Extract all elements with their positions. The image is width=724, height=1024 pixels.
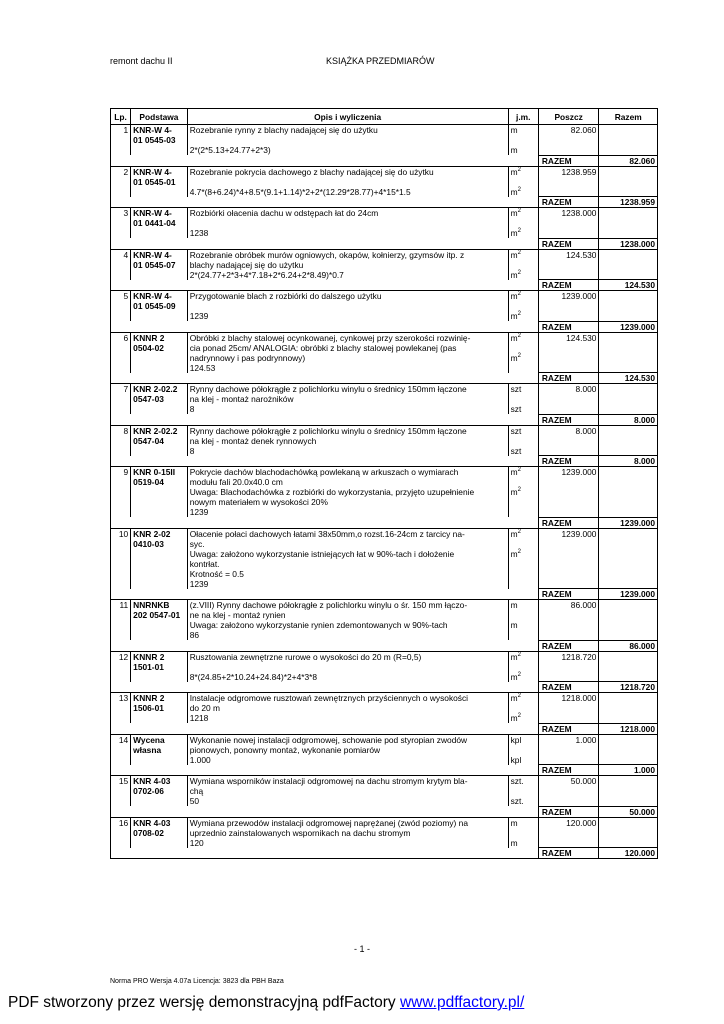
total-row bbox=[111, 238, 658, 249]
item-number: 9 bbox=[111, 467, 131, 518]
item-partial-value: 1239.000 bbox=[538, 291, 599, 322]
item-total-blank bbox=[599, 600, 658, 641]
item-description-text: Ołacenie połaci dachowych łatami 38x50mm,o rozst.16-24cm z tarcicy na- syc. Uwaga: założono wykorzystanie istniejących łat w 90%-tach i dołożenie kontrłat. Krotność = 0.5 bbox=[189, 528, 465, 579]
item-description-text: Rynny dachowe półokrągłe z polichlorku winylu o średnicy 150mm łączone na klej - montaż narożników bbox=[189, 384, 467, 404]
total-row-spacer bbox=[111, 723, 539, 734]
item-basis-code: KNR 0-15II 0519-04 bbox=[133, 467, 176, 487]
item-calculation: 1218 bbox=[189, 713, 209, 723]
item-description bbox=[187, 600, 508, 641]
item-basis-code: KNR 2-02 0410-03 bbox=[133, 528, 171, 549]
item-unit-bottom: szt bbox=[510, 404, 522, 414]
total-row-spacer bbox=[111, 280, 539, 291]
item-unit-bottom: $m^2$ bbox=[510, 671, 521, 682]
item-number: 13 bbox=[111, 693, 131, 724]
item-description-text: Instalacje odgromowe rusztowań zewnętrznych przyściennych o wysokości do 20 m bbox=[189, 693, 469, 713]
item-basis-code: KNNR 2 1506-01 bbox=[133, 693, 165, 713]
item-total-blank bbox=[599, 817, 658, 848]
item-basis-code: KNR-W 4- 01 0545-09 bbox=[133, 291, 176, 311]
item-calculation: 8 bbox=[189, 445, 195, 456]
item-unit-bottom: $m^2$ bbox=[510, 352, 521, 363]
total-row-spacer bbox=[111, 848, 539, 859]
total-label: RAZEM bbox=[538, 155, 599, 166]
item-unit bbox=[508, 332, 538, 373]
total-row-spacer bbox=[111, 682, 539, 693]
item-basis bbox=[131, 693, 188, 724]
item-description bbox=[187, 332, 508, 373]
item-partial-value: 1238.000 bbox=[538, 208, 599, 239]
item-basis bbox=[131, 332, 188, 373]
item-calculation: 8*(24.85+2*10.24+24.84)*2+4*3*8 bbox=[189, 671, 318, 682]
total-row-spacer bbox=[111, 321, 539, 332]
item-unit bbox=[508, 693, 538, 724]
item-calculation: 1.000 bbox=[189, 754, 211, 765]
item-basis-code: KNR 4-03 0708-02 bbox=[133, 817, 171, 838]
item-basis-code: NNRNKB 202 0547-01 bbox=[133, 600, 181, 620]
item-unit-top: $m^2$ bbox=[510, 651, 521, 662]
table-row bbox=[111, 208, 658, 239]
item-description-text: Wymiana wsporników instalacji odgromowej na dachu stromym krytym bla- chą bbox=[189, 776, 468, 796]
item-unit bbox=[508, 817, 538, 848]
item-description bbox=[187, 425, 508, 456]
item-description-text: Wymiana przewodów instalacji odgromowej naprężanej (zwód poziomy) na uprzednio zainstalowanych wspornikach na dachu stromym bbox=[189, 817, 468, 838]
item-description-text: Rozebranie rynny z blachy nadającej się do użytku bbox=[189, 125, 378, 135]
item-unit-bottom: m bbox=[510, 145, 518, 155]
total-row-spacer bbox=[111, 155, 539, 166]
item-basis-code: KNR-W 4- 01 0545-07 bbox=[133, 249, 176, 270]
item-unit-bottom: $m^2$ bbox=[510, 186, 521, 197]
license-note: Norma PRO Wersja 4.07a Licencja: 3823 dla PBH Baza bbox=[110, 978, 284, 985]
item-description bbox=[187, 166, 508, 197]
item-partial-value: 1218.000 bbox=[538, 693, 599, 724]
total-label: RAZEM bbox=[538, 589, 599, 600]
item-unit bbox=[508, 384, 538, 415]
table-row bbox=[111, 600, 658, 641]
item-basis-code: KNR-W 4- 01 0545-01 bbox=[133, 166, 176, 187]
item-partial-value: 1239.000 bbox=[538, 528, 599, 589]
item-total-blank bbox=[599, 384, 658, 415]
item-number: 11 bbox=[111, 600, 131, 641]
item-partial-value: 86.000 bbox=[538, 600, 599, 641]
item-description-text: (z.VIII) Rynny dachowe półokrągłe z polichlorku winylu o śr. 150 mm łączo- ne na klej - montaż rynien Uwaga: założono wykorzystanie rynien zdemontowanych w 90%-tach bbox=[189, 600, 468, 630]
total-label: RAZEM bbox=[538, 517, 599, 528]
column-header-opis: Opis i wyliczenia bbox=[187, 109, 508, 125]
item-unit-top: $m^2$ bbox=[510, 332, 521, 343]
total-value: 1218.720 bbox=[599, 682, 658, 693]
total-row-spacer bbox=[111, 640, 539, 651]
item-basis bbox=[131, 166, 188, 197]
item-calculation: 4.7*(8+6.24)*4+8.5*(9.1+1.14)*2+2*(12.29*28.77)+4*15*1.5 bbox=[189, 186, 411, 197]
item-calculation: 50 bbox=[189, 796, 200, 806]
total-value: 1.000 bbox=[599, 765, 658, 776]
item-unit-bottom: m bbox=[510, 837, 518, 848]
przedmiar-table bbox=[110, 108, 658, 859]
item-description-text: Rozebranie obróbek murów ogniowych, okapów, kołnierzy, gzymsów itp. z blachy nadającej się do użytku bbox=[189, 249, 465, 270]
item-basis bbox=[131, 249, 188, 280]
document-project-name: remont dachu II bbox=[110, 56, 173, 66]
item-total-blank bbox=[599, 291, 658, 322]
item-basis-code: KNNR 2 1501-01 bbox=[133, 651, 165, 672]
item-basis-code: KNR 2-02.2 0547-03 bbox=[133, 384, 178, 404]
item-unit-bottom: szt. bbox=[510, 796, 524, 806]
table-row bbox=[111, 693, 658, 724]
table-row bbox=[111, 384, 658, 415]
item-unit bbox=[508, 776, 538, 807]
total-row-spacer bbox=[111, 238, 539, 249]
item-unit-bottom: $m^2$ bbox=[510, 228, 521, 238]
item-number: 2 bbox=[111, 166, 131, 197]
item-unit bbox=[508, 528, 538, 589]
total-value: 1239.000 bbox=[599, 589, 658, 600]
total-row bbox=[111, 414, 658, 425]
item-unit-bottom: $m^2$ bbox=[510, 269, 521, 280]
item-unit bbox=[508, 600, 538, 641]
item-total-blank bbox=[599, 166, 658, 197]
item-description bbox=[187, 125, 508, 156]
item-unit-bottom: $m^2$ bbox=[510, 548, 521, 559]
total-row-spacer bbox=[111, 197, 539, 208]
item-description-text: Rynny dachowe półokrągłe z polichlorku winylu o średnicy 150mm łączone na klej - montaż denek rynnowych bbox=[189, 425, 467, 446]
item-calculation: 2*(2*5.13+24.77+2*3) bbox=[189, 145, 271, 155]
total-row bbox=[111, 373, 658, 384]
item-partial-value: 1239.000 bbox=[538, 467, 599, 518]
item-basis-code: Wycena własna bbox=[133, 734, 165, 755]
item-unit bbox=[508, 425, 538, 456]
table-header-row bbox=[111, 109, 658, 125]
item-number: 10 bbox=[111, 528, 131, 589]
item-description bbox=[187, 528, 508, 589]
total-row bbox=[111, 640, 658, 651]
total-value: 1238.959 bbox=[599, 197, 658, 208]
item-basis bbox=[131, 125, 188, 156]
total-row-spacer bbox=[111, 456, 539, 467]
item-unit-top: $m^2$ bbox=[510, 166, 521, 177]
item-number: 4 bbox=[111, 249, 131, 280]
item-calculation: 1238 bbox=[189, 228, 209, 238]
item-partial-value: 8.000 bbox=[538, 425, 599, 456]
total-label: RAZEM bbox=[538, 848, 599, 859]
item-unit-top: $m^2$ bbox=[510, 208, 521, 218]
item-unit-bottom: $m^2$ bbox=[510, 487, 521, 497]
item-basis bbox=[131, 600, 188, 641]
item-unit-top: $m^2$ bbox=[510, 528, 521, 539]
total-row-spacer bbox=[111, 414, 539, 425]
item-description-text: Wykonanie nowej instalacji odgromowej, schowanie pod styropian zwodów pionowych, ponowny montaż, wykonanie pomiarów bbox=[189, 734, 468, 755]
document-title: KSIĄŻKA PRZEDMIARÓW bbox=[326, 56, 435, 66]
item-description bbox=[187, 208, 508, 239]
item-basis bbox=[131, 651, 188, 682]
item-calculation: 1239 bbox=[189, 578, 209, 589]
item-description bbox=[187, 651, 508, 682]
total-row bbox=[111, 589, 658, 600]
column-header-jm: j.m. bbox=[508, 109, 538, 125]
item-unit-top: $m^2$ bbox=[510, 467, 521, 477]
total-value: 1239.000 bbox=[599, 321, 658, 332]
total-row bbox=[111, 517, 658, 528]
item-calculation: 124.53 bbox=[189, 362, 216, 373]
item-partial-value: 8.000 bbox=[538, 384, 599, 415]
item-unit bbox=[508, 208, 538, 239]
item-unit-bottom: szt bbox=[510, 445, 522, 456]
item-basis bbox=[131, 425, 188, 456]
total-label: RAZEM bbox=[538, 682, 599, 693]
item-description-text: Rusztowania zewnętrzne rurowe o wysokości do 20 m (R=0,5) bbox=[189, 651, 422, 662]
column-header-poszcz: Poszcz bbox=[538, 109, 599, 125]
item-basis-code: KNR 2-02.2 0547-04 bbox=[133, 425, 178, 446]
total-row bbox=[111, 723, 658, 734]
total-row bbox=[111, 456, 658, 467]
item-unit-top: kpl bbox=[510, 734, 522, 745]
item-number: 6 bbox=[111, 332, 131, 373]
table-row bbox=[111, 166, 658, 197]
total-value: 1239.000 bbox=[599, 517, 658, 528]
item-basis bbox=[131, 528, 188, 589]
total-label: RAZEM bbox=[538, 765, 599, 776]
pdffactory-link[interactable]: www.pdffactory.pl/ bbox=[399, 994, 525, 1011]
item-total-blank bbox=[599, 467, 658, 518]
item-partial-value: 124.530 bbox=[538, 332, 599, 373]
total-label: RAZEM bbox=[538, 456, 599, 467]
item-description-text: Obróbki z blachy stalowej ocynkowanej, cynkowej przy szerokości rozwinię- cia ponad 25cm/ ANALOGIA: obróbki z blachy stalowej powlekanej (pas nadrynnowy i pas podrynnowy) bbox=[189, 332, 471, 363]
item-number: 12 bbox=[111, 651, 131, 682]
item-unit bbox=[508, 125, 538, 156]
item-unit-top: $m^2$ bbox=[510, 249, 521, 260]
item-unit-bottom: $m^2$ bbox=[510, 713, 521, 723]
item-calculation: 1239 bbox=[189, 311, 209, 321]
item-unit-top: m bbox=[510, 125, 518, 135]
item-basis bbox=[131, 467, 188, 518]
item-unit-top: m bbox=[510, 817, 518, 828]
item-unit bbox=[508, 249, 538, 280]
total-row bbox=[111, 155, 658, 166]
total-label: RAZEM bbox=[538, 280, 599, 291]
total-value: 8.000 bbox=[599, 414, 658, 425]
item-basis bbox=[131, 384, 188, 415]
item-partial-value: 1218.720 bbox=[538, 651, 599, 682]
item-unit-bottom: $m^2$ bbox=[510, 311, 521, 321]
item-description bbox=[187, 693, 508, 724]
item-total-blank bbox=[599, 249, 658, 280]
table-row bbox=[111, 249, 658, 280]
item-total-blank bbox=[599, 208, 658, 239]
item-description bbox=[187, 817, 508, 848]
item-number: 5 bbox=[111, 291, 131, 322]
total-row bbox=[111, 197, 658, 208]
total-row-spacer bbox=[111, 589, 539, 600]
item-basis bbox=[131, 208, 188, 239]
item-description-text: Rozebranie pokrycia dachowego z blachy nadającej się do użytku bbox=[189, 166, 434, 177]
item-calculation: 1239 bbox=[189, 507, 209, 517]
item-unit-top: szt bbox=[510, 384, 522, 394]
item-total-blank bbox=[599, 693, 658, 724]
item-total-blank bbox=[599, 776, 658, 807]
item-unit bbox=[508, 734, 538, 765]
item-number: 1 bbox=[111, 125, 131, 156]
item-description-text: Rozbiórki ołacenia dachu w odstępach łat do 24cm bbox=[189, 208, 379, 218]
item-number: 16 bbox=[111, 817, 131, 848]
total-label: RAZEM bbox=[538, 640, 599, 651]
item-description-text: Pokrycie dachów blachodachówką powlekaną w arkuszach o wymiarach modułu fali 20.0x40.0 cm Uwaga: Blachodachówka z rozbiórki do wykorzystania, przyjęto uzupełnienie nowym materiałem w wysokości 20% bbox=[189, 467, 475, 507]
item-calculation: 86 bbox=[189, 630, 200, 640]
total-label: RAZEM bbox=[538, 414, 599, 425]
item-partial-value: 1.000 bbox=[538, 734, 599, 765]
item-basis-code: KNR 4-03 0702-06 bbox=[133, 776, 171, 796]
item-unit-bottom: kpl bbox=[510, 754, 522, 765]
total-row-spacer bbox=[111, 806, 539, 817]
item-number: 7 bbox=[111, 384, 131, 415]
table-row bbox=[111, 467, 658, 518]
total-row bbox=[111, 806, 658, 817]
total-label: RAZEM bbox=[538, 373, 599, 384]
item-unit-top: $m^2$ bbox=[510, 693, 521, 703]
total-value: 86.000 bbox=[599, 640, 658, 651]
item-basis bbox=[131, 734, 188, 765]
item-total-blank bbox=[599, 425, 658, 456]
total-value: 1218.000 bbox=[599, 723, 658, 734]
item-unit-bottom: m bbox=[510, 620, 518, 630]
item-description bbox=[187, 249, 508, 280]
item-description bbox=[187, 776, 508, 807]
table-body bbox=[111, 125, 658, 859]
total-row bbox=[111, 321, 658, 332]
item-unit bbox=[508, 166, 538, 197]
item-partial-value: 120.000 bbox=[538, 817, 599, 848]
pdf-watermark-footer bbox=[8, 994, 524, 1012]
column-header-lp: Lp. bbox=[111, 109, 131, 125]
item-partial-value: 82.060 bbox=[538, 125, 599, 156]
total-row bbox=[111, 682, 658, 693]
table-row bbox=[111, 776, 658, 807]
item-partial-value: 1238.959 bbox=[538, 166, 599, 197]
item-partial-value: 50.000 bbox=[538, 776, 599, 807]
item-description bbox=[187, 467, 508, 518]
total-row bbox=[111, 280, 658, 291]
total-row-spacer bbox=[111, 373, 539, 384]
total-value: 124.530 bbox=[599, 280, 658, 291]
item-unit-top: m bbox=[510, 600, 518, 610]
item-total-blank bbox=[599, 332, 658, 373]
item-total-blank bbox=[599, 651, 658, 682]
total-value: 124.530 bbox=[599, 373, 658, 384]
total-value: 1238.000 bbox=[599, 238, 658, 249]
table-row bbox=[111, 651, 658, 682]
item-basis-code: KNNR 2 0504-02 bbox=[133, 332, 165, 353]
total-value: 82.060 bbox=[599, 155, 658, 166]
item-description bbox=[187, 734, 508, 765]
total-value: 8.000 bbox=[599, 456, 658, 467]
total-label: RAZEM bbox=[538, 321, 599, 332]
item-basis-code: KNR-W 4- 01 0441-04 bbox=[133, 208, 176, 228]
item-unit-top: szt. bbox=[510, 776, 524, 786]
item-total-blank bbox=[599, 125, 658, 156]
item-number: 15 bbox=[111, 776, 131, 807]
item-basis bbox=[131, 817, 188, 848]
page-number: - 1 - bbox=[353, 944, 370, 954]
item-partial-value: 124.530 bbox=[538, 249, 599, 280]
item-unit bbox=[508, 291, 538, 322]
item-unit-top: szt bbox=[510, 425, 522, 436]
table-row bbox=[111, 817, 658, 848]
total-value: 120.000 bbox=[599, 848, 658, 859]
item-unit-top: $m^2$ bbox=[510, 291, 521, 301]
item-number: 14 bbox=[111, 734, 131, 765]
item-basis-code: KNR-W 4- 01 0545-03 bbox=[133, 125, 176, 145]
total-row bbox=[111, 765, 658, 776]
item-total-blank bbox=[599, 528, 658, 589]
total-row-spacer bbox=[111, 517, 539, 528]
column-header-razem: Razem bbox=[599, 109, 658, 125]
total-row-spacer bbox=[111, 765, 539, 776]
pdf-footer-text: PDF stworzony przez wersję demonstracyjną pdfFactory bbox=[8, 994, 400, 1011]
total-label: RAZEM bbox=[538, 806, 599, 817]
total-label: RAZEM bbox=[538, 723, 599, 734]
item-description-text: Przygotowanie blach z rozbiórki do dalszego użytku bbox=[189, 291, 382, 301]
item-basis bbox=[131, 291, 188, 322]
total-label: RAZEM bbox=[538, 197, 599, 208]
total-row bbox=[111, 848, 658, 859]
item-unit bbox=[508, 651, 538, 682]
table-row bbox=[111, 528, 658, 589]
item-number: 8 bbox=[111, 425, 131, 456]
item-total-blank bbox=[599, 734, 658, 765]
item-unit bbox=[508, 467, 538, 518]
item-description bbox=[187, 384, 508, 415]
column-header-podstawa: Podstawa bbox=[131, 109, 188, 125]
item-calculation: 2*(24.77+2*3+4*7.18+2*6.24+2*8.49)*0.7 bbox=[189, 269, 344, 280]
table-row bbox=[111, 425, 658, 456]
table-row bbox=[111, 291, 658, 322]
total-value: 50.000 bbox=[599, 806, 658, 817]
table-row bbox=[111, 734, 658, 765]
item-basis bbox=[131, 776, 188, 807]
item-calculation: 8 bbox=[189, 404, 195, 414]
item-number: 3 bbox=[111, 208, 131, 239]
table-row bbox=[111, 125, 658, 156]
item-description bbox=[187, 291, 508, 322]
table-row bbox=[111, 332, 658, 373]
total-label: RAZEM bbox=[538, 238, 599, 249]
item-calculation: 120 bbox=[189, 837, 204, 848]
